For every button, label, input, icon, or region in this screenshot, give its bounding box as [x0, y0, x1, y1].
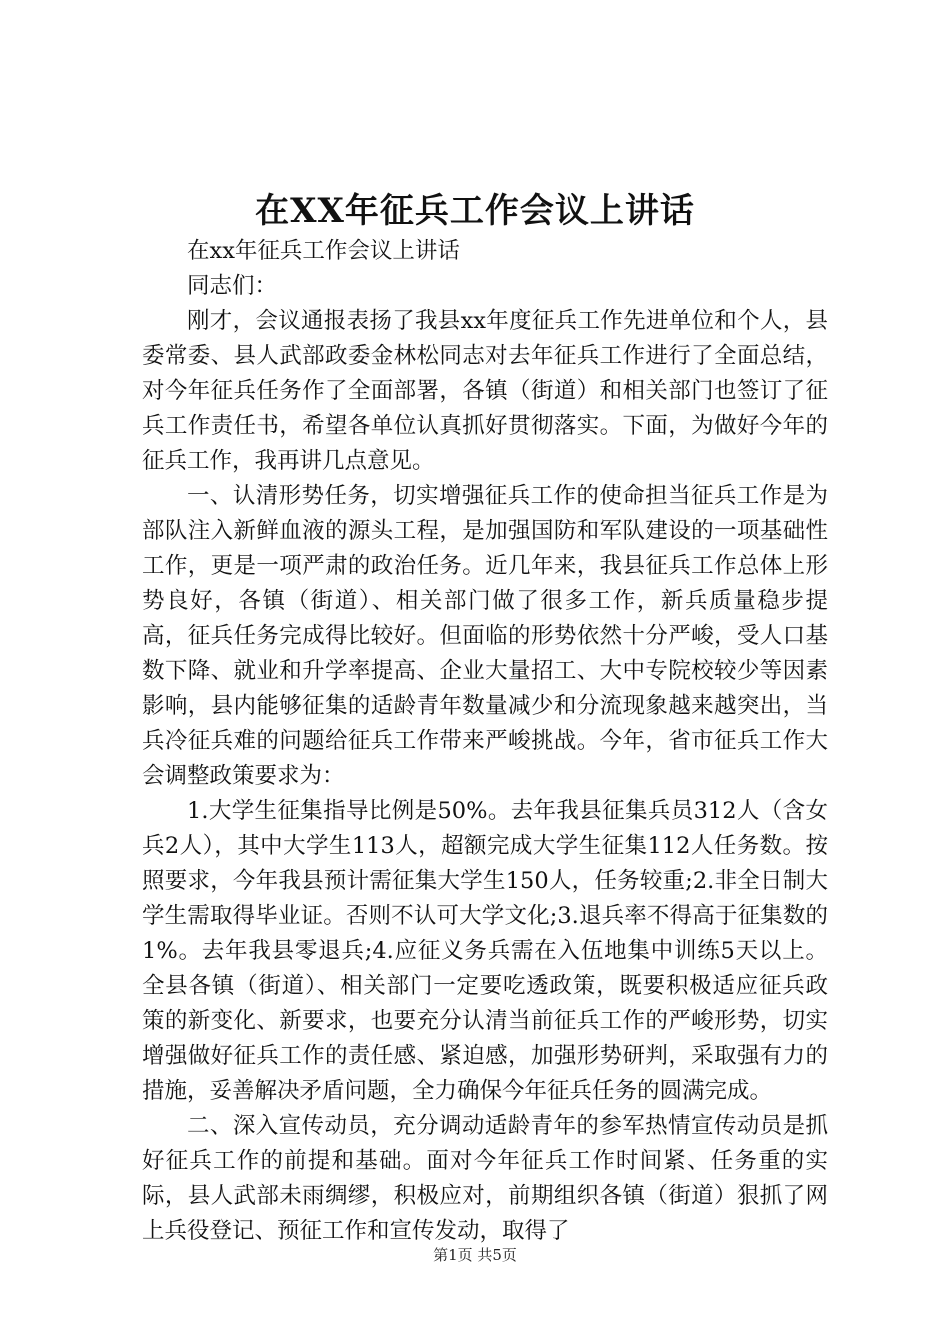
body-paragraph: 一、认清形势任务，切实增强征兵工作的使命担当征兵工作是为部队注入新鲜血液的源头工程，是加强国防和军队建设的一项基础性工作，更是一项严肃的政治任务。近几年来，我县征兵工作总体上形势良好，各镇（街道）、相关部门做了很多工作，新兵质量稳步提高，征兵任务完成得比较好。但面临的形势依然十分严峻，受人口基数下降、就业和升学率提高、企业大量招工、大中专院校较少等因素影响，县内能够征集的适龄青年数量减少和分流现象越来越突出，当兵冷征兵难的问题给征兵工作带来严峻挑战。今年，省市征兵工作大会调整政策要求为： — [142, 483, 828, 789]
document-title: 在XX年征兵工作会议上讲话 — [255, 191, 695, 231]
document-body — [142, 234, 828, 1249]
body-paragraph: 二、深入宣传动员，充分调动适龄青年的参军热情宣传动员是抓好征兵工作的前提和基础。面对今年征兵工作时间紧、任务重的实际，县人武部未雨绸缪，积极应对，前期组织各镇（街道）狠抓了网上兵役登记、预征工作和宣传发动，取得了 — [142, 1113, 828, 1244]
page-number-footer: 第1页 共5页 — [433, 1246, 517, 1264]
body-paragraph-subtitle: 在xx年征兵工作会议上讲话 — [187, 238, 460, 264]
body-paragraph: 刚才，会议通报表扬了我县xx年度征兵工作先进单位和个人，县委常委、县人武部政委金林松同志对去年征兵工作进行了全面总结，对今年征兵任务作了全面部署，各镇（街道）和相关部门也签订了征兵工作责任书，希望各单位认真抓好贯彻落实。下面，为做好今年的征兵工作，我再讲几点意见。 — [142, 308, 828, 474]
body-paragraph: 1.大学生征集指导比例是50%。去年我县征集兵员312人（含女兵2人），其中大学生113人，超额完成大学生征集112人任务数。按照要求，今年我县预计需征集大学生150人，任务较重;2.非全日制大学生需取得毕业证。否则不认可大学文化;3.退兵率不得高于征集数的1%。去年我县零退兵;4.应征义务兵需在入伍地集中训练5天以上。全县各镇（街道）、相关部门一定要吃透政策，既要积极适应征兵政策的新变化、新要求，也要充分认清当前征兵工作的严峻形势，切实增强做好征兵工作的责任感、紧迫感，加强形势研判，采取强有力的措施，妥善解决矛盾问题，全力确保今年征兵任务的圆满完成。 — [142, 798, 828, 1104]
body-paragraph-salutation: 同志们： — [187, 273, 278, 299]
